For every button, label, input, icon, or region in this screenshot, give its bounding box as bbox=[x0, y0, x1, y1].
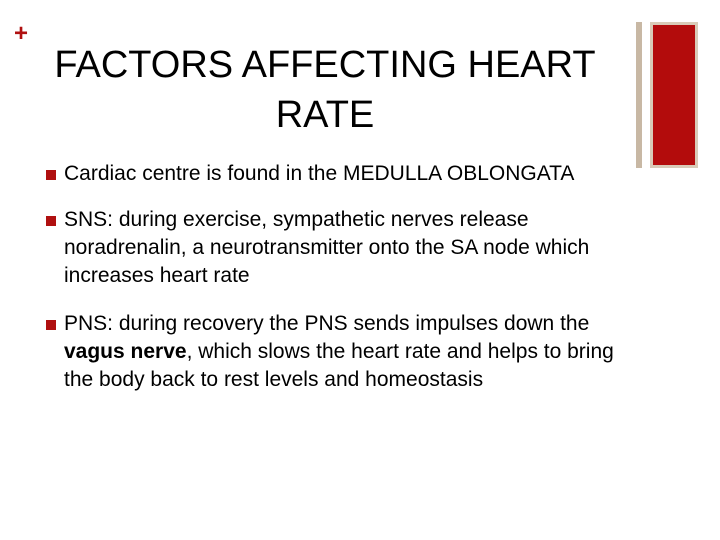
square-bullet-icon bbox=[46, 170, 56, 180]
bullet-text-before: PNS: during recovery the PNS sends impulses down the bbox=[64, 312, 590, 335]
square-bullet-icon bbox=[46, 320, 56, 330]
bullet-list bbox=[44, 160, 624, 414]
bullet-text: Cardiac centre is found in the MEDULLA OBLONGATA bbox=[64, 162, 575, 185]
decorative-bar-thin bbox=[636, 22, 642, 168]
decorative-bar-thick bbox=[650, 22, 698, 168]
slide-title: FACTORS AFFECTING HEART RATE bbox=[54, 44, 596, 136]
bullet-text: SNS: during exercise, sympathetic nerves release noradrenalin, a neurotransmitter onto the SA node which increases heart rate bbox=[64, 208, 590, 287]
square-bullet-icon bbox=[46, 216, 56, 226]
bullet-item-pns bbox=[44, 310, 624, 394]
bullet-text-after: , which slows the heart rate and helps to bring the body back to rest levels and homeostasis bbox=[64, 340, 614, 391]
plus-icon: + bbox=[14, 20, 29, 47]
bullet-item-cardiac-centre bbox=[44, 160, 624, 188]
bullet-item-sns bbox=[44, 206, 624, 290]
bullet-text-bold: vagus nerve bbox=[64, 340, 187, 363]
